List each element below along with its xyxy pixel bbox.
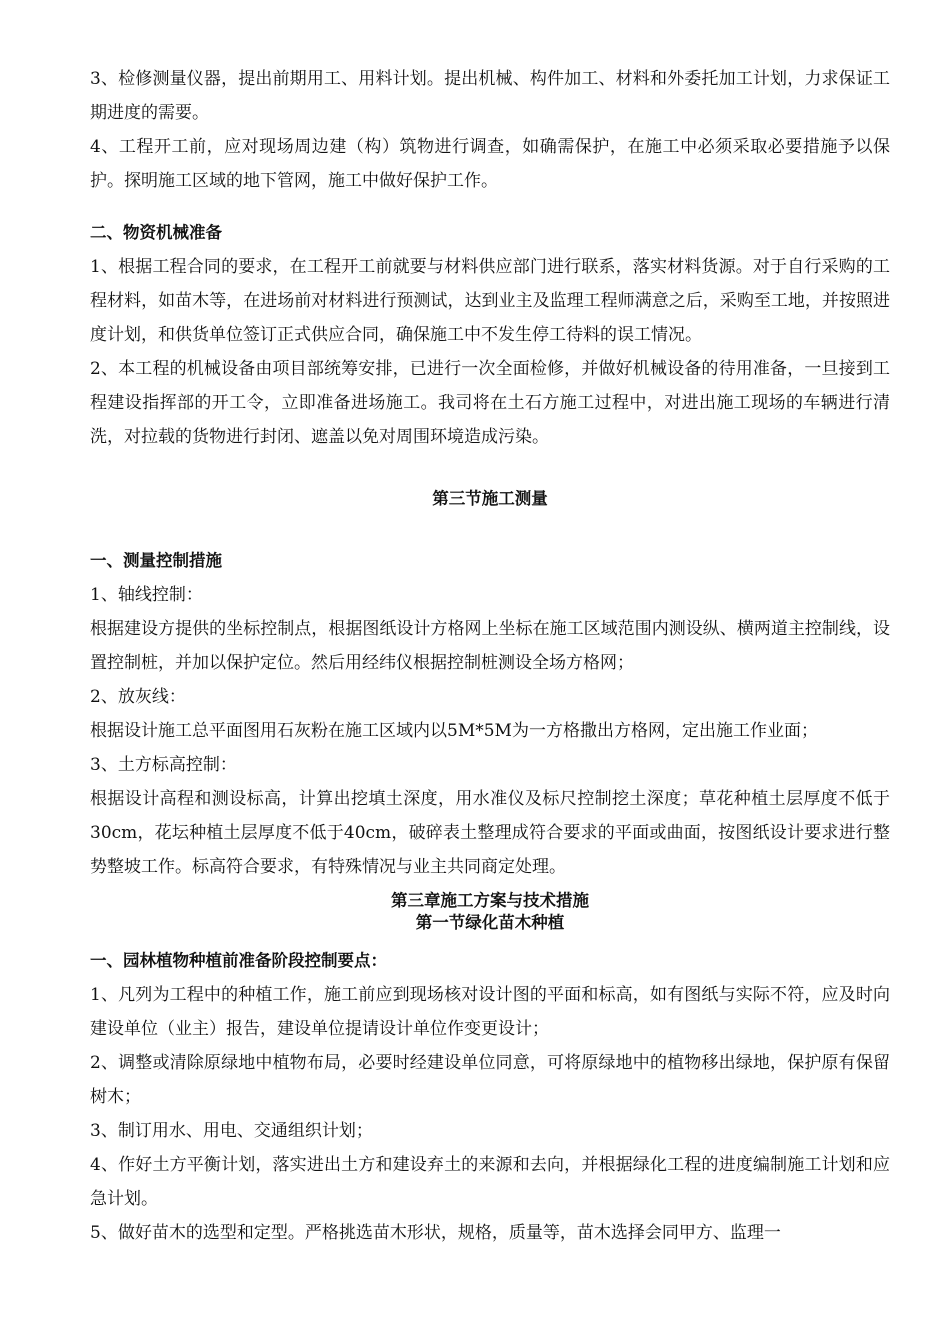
- paragraph: 1、轴线控制：: [90, 585, 203, 605]
- chapter-title: 第三章施工方案与技术措施: [391, 891, 589, 910]
- section-title: 第一节绿化苗木种植: [415, 913, 565, 932]
- paragraph: 5、做好苗木的选型和定型。严格挑选苗木形状，规格，质量等，苗木选择会同甲方、监理一: [90, 1223, 781, 1243]
- section-heading: 一、测量控制措施: [90, 551, 222, 570]
- paragraph: 1、凡列为工程中的种植工作，施工前应到现场核对设计图的平面和标高，如有图纸与实际不符，应及时向建设单位（业主）报告，建设单位提请设计单位作变更设计；: [90, 985, 890, 1039]
- section-heading: 一、园林植物种植前准备阶段控制要点：: [90, 951, 387, 970]
- section-heading: 二、物资机械准备: [90, 223, 222, 242]
- paragraph: 3、制订用水、用电、交通组织计划；: [90, 1121, 373, 1141]
- paragraph: 1、根据工程合同的要求，在工程开工前就要与材料供应部门进行联系，落实材料货源。对于自行采购的工程材料，如苗木等，在进场前对材料进行预测试，达到业主及监理工程师满意之后，采购至工地，并按照进度计划，和供货单位签订正式供应合同，确保施工中不发生停工待料的误工情况。: [90, 257, 890, 345]
- paragraph: 2、放灰线：: [90, 687, 186, 707]
- paragraph: 2、本工程的机械设备由项目部统筹安排，已进行一次全面检修，并做好机械设备的待用准备，一旦接到工程建设指挥部的开工令，立即准备进场施工。我司将在土石方施工过程中，对进出施工现场的车辆进行清洗，对拉载的货物进行封闭、遮盖以免对周围环境造成污染。: [90, 359, 890, 447]
- paragraph: 根据设计高程和测设标高，计算出挖填土深度，用水准仪及标尺控制挖土深度；草花种植土层厚度不低于30cm，花坛种植土层厚度不低于40cm，破碎表土整理成符合要求的平面或曲面，按图纸设计要求进行整势整坡工作。标高符合要求，有特殊情况与业主共同商定处理。: [90, 789, 890, 877]
- paragraph: 3、土方标高控制：: [90, 755, 237, 775]
- paragraph: 2、调整或清除原绿地中植物布局，必要时经建设单位同意，可将原绿地中的植物移出绿地，保护原有保留树木；: [90, 1053, 890, 1107]
- paragraph: 根据建设方提供的坐标控制点，根据图纸设计方格网上坐标在施工区域范围内测设纵、横两道主控制线，设置控制桩，并加以保护定位。然后用经纬仪根据控制桩测设全场方格网；: [90, 619, 890, 673]
- paragraph: 4、作好土方平衡计划，落实进出土方和建设弃土的来源和去向，并根据绿化工程的进度编制施工计划和应急计划。: [90, 1155, 890, 1209]
- paragraph: 3、检修测量仪器，提出前期用工、用料计划。提出机械、构件加工、材料和外委托加工计划，力求保证工期进度的需要。: [90, 69, 890, 123]
- paragraph: 4、工程开工前，应对现场周边建（构）筑物进行调查，如确需保护，在施工中必须采取必要措施予以保护。探明施工区域的地下管网，施工中做好保护工作。: [90, 137, 890, 191]
- section-title: 第三节施工测量: [432, 489, 548, 508]
- paragraph: 根据设计施工总平面图用石灰粉在施工区域内以5M*5M为一方格撒出方格网，定出施工作业面；: [90, 721, 818, 741]
